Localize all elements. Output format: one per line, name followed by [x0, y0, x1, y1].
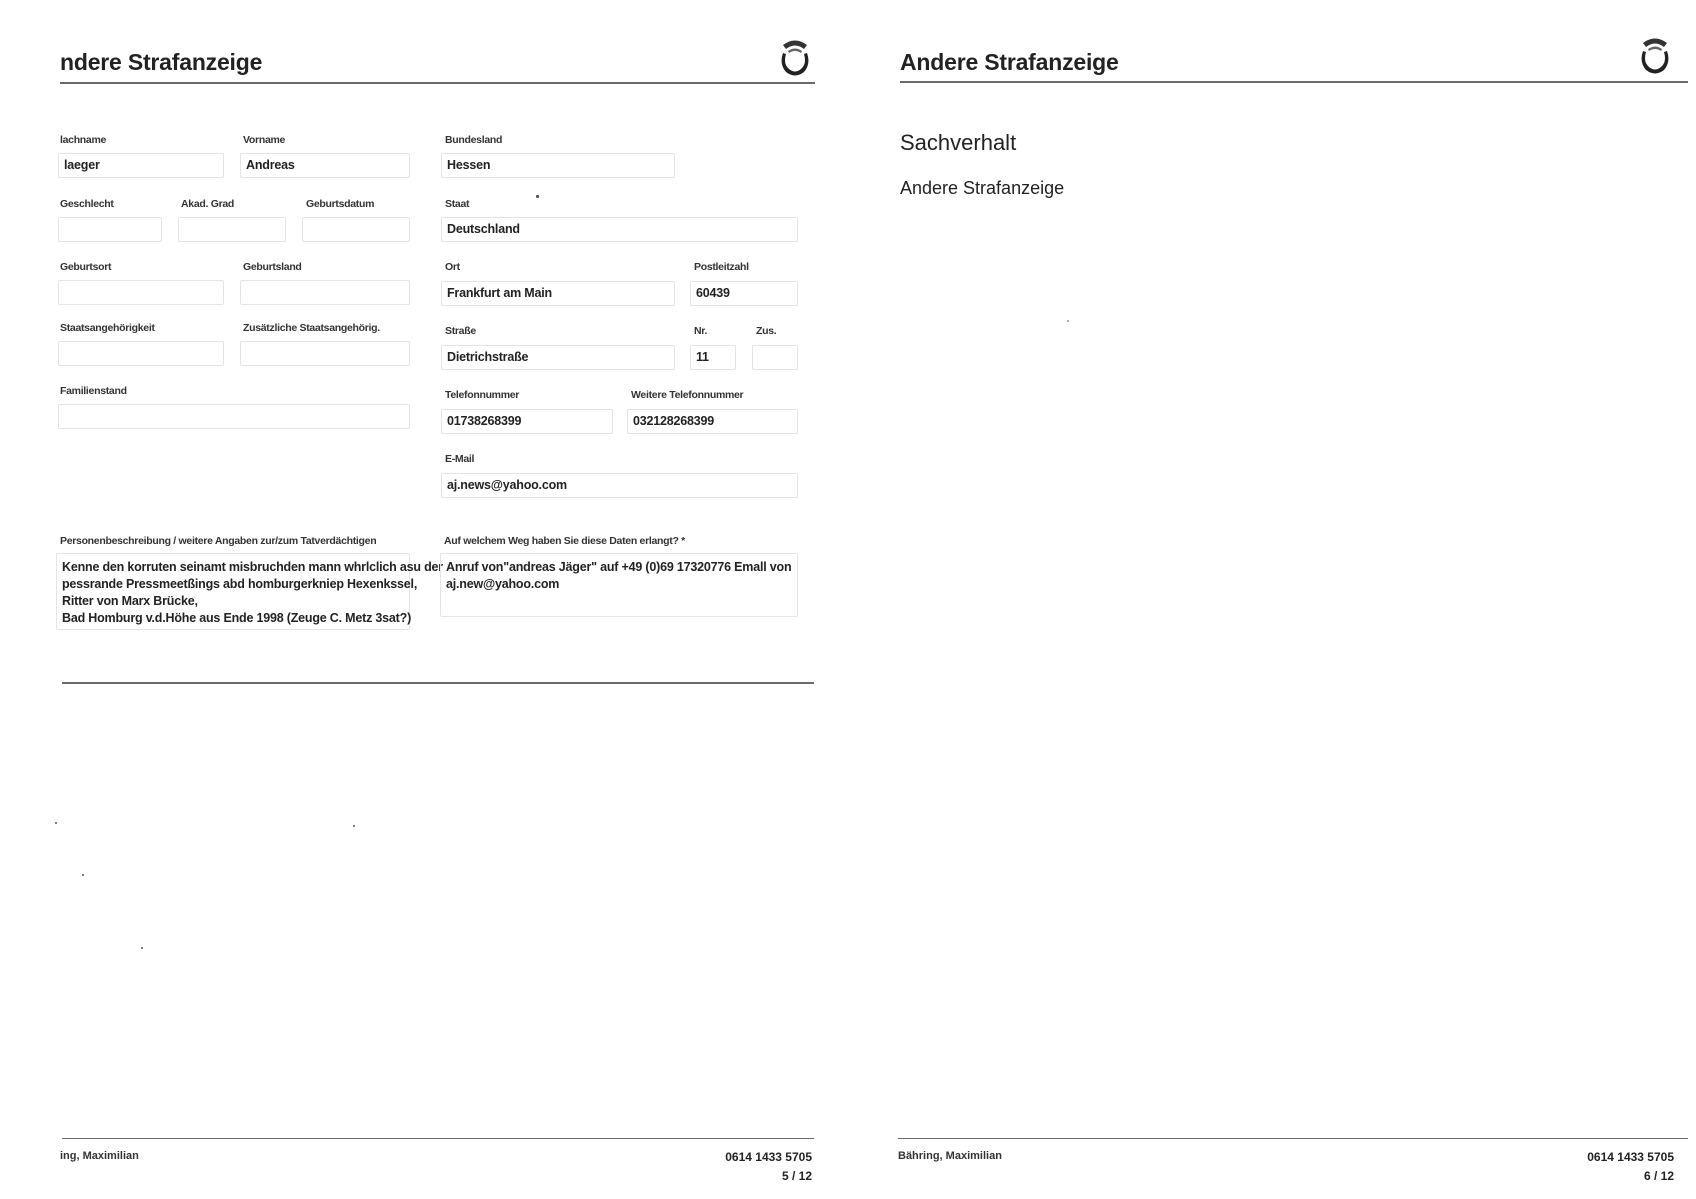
- personenbeschreibung-line: Ritter von Marx Brücke,: [62, 594, 198, 608]
- footer-case-number: 0614 1433 5705: [1587, 1150, 1674, 1164]
- label-geburtsland: Geburtsland: [243, 261, 302, 273]
- header-divider: [60, 82, 815, 84]
- section-title: Sachverhalt: [900, 130, 1017, 155]
- footer-officer-name: Bähring, Maximilian: [898, 1150, 1002, 1162]
- field-bundesland[interactable]: Hessen: [441, 153, 675, 178]
- field-personenbeschreibung[interactable]: [56, 553, 443, 630]
- footer-page-number: 5 / 12: [781, 1169, 812, 1183]
- document-page-6: [848, 0, 1696, 1199]
- section-text: Andere Strafanzeige: [900, 178, 1065, 198]
- field-akad-grad[interactable]: [178, 217, 286, 242]
- daten-erlangt-line: Anruf von"andreas Jäger" auf +49 (0)69 17320776 Emall von: [446, 560, 792, 574]
- label-geburtsdatum: Geburtsdatum: [306, 198, 375, 210]
- label-ort: Ort: [445, 261, 460, 273]
- label-weitere-telefon: Weitere Telefonnummer: [631, 389, 744, 401]
- field-weitere-telefon[interactable]: 032128268399: [627, 409, 798, 434]
- field-ort[interactable]: Frankfurt am Main: [441, 281, 675, 306]
- label-personenbeschreibung: Personenbeschreibung / weitere Angaben zur/zum Tatverdächtigen: [60, 535, 377, 547]
- section-divider: [62, 682, 814, 684]
- label-vorname: Vorname: [243, 134, 286, 146]
- field-geburtsland[interactable]: [240, 280, 410, 305]
- field-daten-erlangt[interactable]: [440, 553, 798, 617]
- label-akad-grad: Akad. Grad: [181, 198, 235, 210]
- field-staat[interactable]: Deutschland: [441, 217, 798, 242]
- field-staatsangehoerigkeit[interactable]: [58, 341, 224, 366]
- scan-artifact: [141, 947, 143, 949]
- label-nachname: lachname: [60, 134, 107, 146]
- page-header-title: Andere Strafanzeige: [900, 49, 1119, 75]
- scan-artifact: [536, 195, 539, 198]
- field-email[interactable]: aj.news@yahoo.com: [441, 473, 798, 498]
- footer-divider: [62, 1138, 814, 1139]
- personenbeschreibung-line: pessrande Pressmeetßings abd homburgerkniep Hexenkssel,: [62, 577, 418, 591]
- label-staatsangehoerigkeit: Staatsangehörigkeit: [60, 322, 155, 334]
- label-telefon: Telefonnummer: [445, 389, 520, 401]
- police-emblem-icon: [778, 34, 812, 78]
- field-vorname[interactable]: Andreas: [240, 153, 410, 178]
- label-strasse: Straße: [445, 325, 476, 337]
- field-familienstand[interactable]: [58, 404, 410, 429]
- label-nr: Nr.: [694, 325, 708, 337]
- personenbeschreibung-line: Bad Homburg v.d.Höhe aus Ende 1998 (Zeuge C. Metz 3sat?): [62, 611, 412, 625]
- field-nachname[interactable]: laeger: [58, 153, 224, 178]
- label-zus: Zus.: [756, 325, 777, 337]
- footer-case-number: 0614 1433 5705: [725, 1150, 812, 1164]
- scan-artifact: [82, 874, 84, 876]
- footer-page-number: 6 / 12: [1643, 1169, 1674, 1183]
- field-geschlecht[interactable]: [58, 217, 162, 242]
- label-postleitzahl: Postleitzahl: [694, 261, 749, 273]
- field-strasse[interactable]: Dietrichstraße: [441, 345, 675, 370]
- label-staat: Staat: [445, 198, 470, 210]
- page-header-title: ndere Strafanzeige: [60, 49, 263, 75]
- field-postleitzahl[interactable]: 60439: [690, 281, 798, 306]
- footer-officer-name: ing, Maximilian: [60, 1150, 139, 1162]
- label-zus-staatsangehoerigkeit: Zusätzliche Staatsangehörig.: [243, 322, 380, 334]
- scan-artifact: [55, 822, 57, 824]
- field-telefon[interactable]: 01738268399: [441, 409, 613, 434]
- label-geburtsort: Geburtsort: [60, 261, 112, 273]
- field-geburtsort[interactable]: [58, 280, 224, 305]
- field-nr[interactable]: 11: [690, 345, 736, 370]
- label-email: E-Mail: [445, 453, 475, 465]
- label-geschlecht: Geschlecht: [60, 198, 114, 210]
- field-geburtsdatum[interactable]: [302, 217, 410, 242]
- daten-erlangt-line: aj.new@yahoo.com: [446, 577, 560, 591]
- field-zus-staatsangehoerigkeit[interactable]: [240, 341, 410, 366]
- label-bundesland: Bundesland: [445, 134, 503, 146]
- police-emblem-icon: [1638, 32, 1672, 76]
- label-daten-erlangt: Auf welchem Weg haben Sie diese Daten erlangt? *: [444, 535, 685, 547]
- footer-divider: [898, 1138, 1688, 1139]
- personenbeschreibung-line: Kenne den korruten seinamt misbruchden mann whrlclich asu der: [62, 560, 443, 574]
- scan-artifact: [1067, 320, 1069, 322]
- header-divider: [900, 81, 1688, 83]
- label-familienstand: Familienstand: [60, 385, 127, 397]
- field-zus[interactable]: [752, 345, 798, 370]
- scan-artifact: [353, 825, 355, 827]
